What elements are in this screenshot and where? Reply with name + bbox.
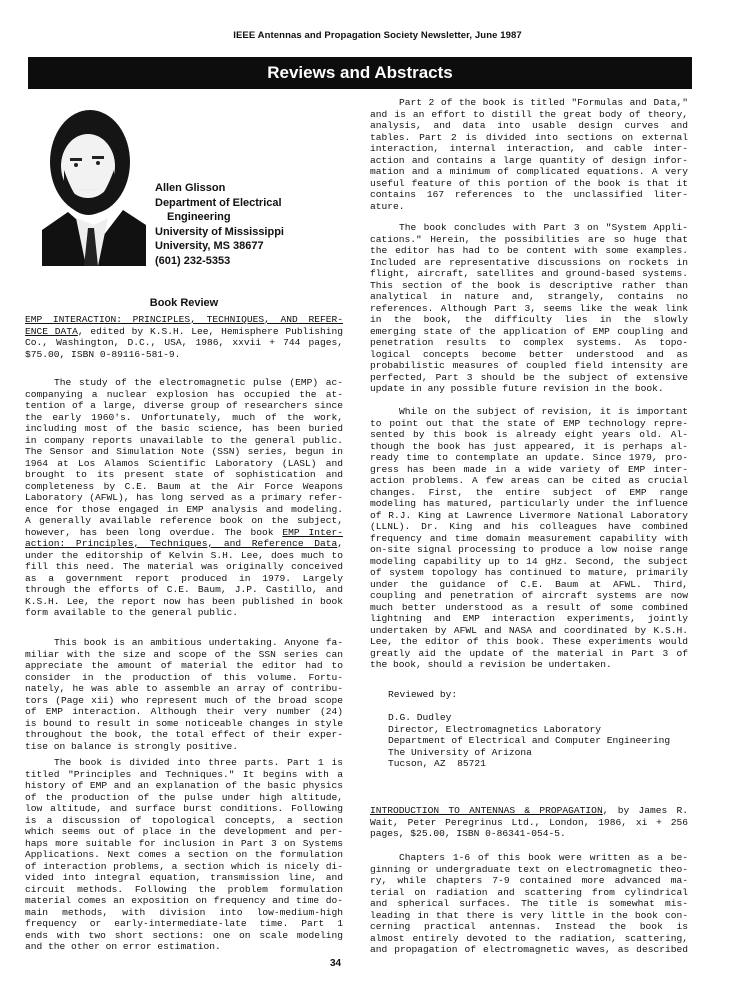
text-line: This section of the book is descriptive rather than [370,279,688,291]
text-line: tables. Part 2 is divided into sections on external [370,131,688,143]
text-line: cations." Herein, the possibilities are so huge that [370,233,688,245]
reviewed-by-label: Reviewed by: [388,689,458,700]
editor-photo [28,100,146,266]
text-line: appreciate the amount of material the editor had to [25,660,343,671]
underlined-title: INTRODUCTION TO ANTENNAS & PROPAGATION [370,805,603,816]
text-line: A generally available reference book on the subject, [25,515,343,526]
editor-contact [155,181,284,269]
text-line: lightning and EMP interaction experiments, jointly [370,613,688,624]
underlined-title: action: Principles, Techniques, and Reference Data [25,538,338,549]
text-line: haps more suitable for inclusion in Part 3 on Systems [25,837,343,849]
text-line: The book concludes with Part 3 on "System Appli- [399,222,688,233]
editor-name: Allen Glisson [155,182,226,194]
text-line: consider in the production of this volume. Fortu- [25,671,343,683]
text-line: of the production of the pulse under high altitude, [25,791,343,803]
review2-paragraph-1 [370,852,688,956]
text-line: tention of a large, diverse group of researchers since [25,400,343,411]
text-line: including most of the basic science, has been buried [25,423,343,434]
text-line: the editor has had to be content with some examples. [370,245,688,256]
text-line: perfected, Part 3 should be the subject of extensive [370,371,688,383]
text-line: emerging state of the application of EMP coupling and [370,325,688,337]
text-line: mation and a minimum of complicated equations. A very [370,166,688,177]
text-line [25,326,343,338]
text-line: of EMP interaction. Although their very number (24) [25,706,343,717]
text-line: The Sensor and Simulation Note (SSN) series, begun in [25,446,343,457]
review1-paragraph-3 [25,757,343,953]
reviewer-name: D.G. Dudley [388,712,452,723]
reviewer-title: Director, Electromagnetics Laboratory [388,723,602,735]
text-line: titled "Principles and Techniques." It begins with a [25,768,343,780]
underlined-title: EMP INTERACTION: PRINCIPLES, TECHNIQUES, AND REFER- [25,314,343,325]
review2-citation [370,805,688,840]
text-line: ry, while chapters 7-9 contained more advanced ma- [370,875,688,886]
text-line: frequency or early-intermediate-late time. Part 1 [25,918,343,929]
text-line: low altitude, and surface burst conditions. Following [25,803,343,814]
text-line: and propagation of electromagnetic waves, as described [370,944,688,955]
text-line: Chapters 1-6 of this book were written as a be- [399,852,688,863]
reviewer-city: Tucson, AZ 85721 [388,758,486,769]
underlined-title: EMP Inter- [282,526,343,538]
section-banner [28,57,692,89]
text-line: and is an effort to distill the great body of theory, [370,108,688,120]
text-line: of system topology has continued to mature, primarily [370,567,688,578]
text-line: greatly aid the update of the material in Part 3 of [370,647,688,659]
banner-title: Reviews and Abstracts [267,63,453,82]
text-line: (LLNL). Dr. King and his colleagues have combined [370,521,688,532]
underlined-title: ENCE DATA [25,325,78,337]
text-line: Laboratory (AFWL), has long served as a primary refer- [25,492,343,503]
text-line: terial on radiation and scattering from cylindrical [370,886,688,898]
text-line [25,314,343,326]
running-header: IEEE Antennas and Propagation Society Newsletter, June 1987 [233,30,522,41]
text-line: tors (Page xii) who represent much of the broad scope [25,694,343,706]
text-line: on-site signal processing to produce a low noise range [370,544,688,555]
text-line: ence for those engaged in EMP analysis and modeling. [25,503,343,515]
text-segment: , [337,538,343,549]
text-line: and the other on error estimation. [25,941,221,952]
text-line: Applications. Next comes a section on the formulation [25,849,343,860]
text-line: action problems. A few areas can be cited as crucial [370,475,688,486]
text-line: ready time to contemplate an update. Since 1979, pro- [370,452,688,463]
reviewer-signature [388,712,670,770]
text-line: completeness by C.E. Baum at the Air Force Weapons [25,480,343,492]
text-line: almost entirely devoted to the radiation, scattering, [370,932,688,944]
text-line: and spherical surfaces. The title is somewhat mis- [370,898,688,909]
text-line: throughout the book, the total effect of their exper- [25,729,343,740]
text-line: update in any possible future revision in the book. [370,383,664,394]
text-line [25,538,343,550]
text-line: material comes an exposition on frequency and time do- [25,895,343,906]
text-line: miliar with the size and scope of the SSN series can [25,648,343,660]
editor-phone: (601) 232-5353 [155,254,231,267]
text-line: The study of the electromagnetic pulse (EMP) ac- [54,377,343,388]
review1-paragraph-6 [370,406,688,671]
reviewer-university: The University of Arizona [388,746,532,758]
text-line: history of EMP and an explanation of the basic physics [25,780,343,791]
section-title: Book Review [149,297,219,309]
text-line: vided into integral equation, transmission line, and [25,872,343,883]
text-line: gress has been made in a wide variety of EMP inter- [370,463,688,475]
text-line: tise on balance is strongly positive. [25,740,239,752]
text-segment: however, has been long overdue. The book [25,526,283,538]
text-line: is bound to result in some noticeable changes in style [25,717,343,729]
text-line: probabilistic measures of coupled field intensity are [370,360,688,371]
text-line: ginning or undergraduate text on electromagnetic theo- [370,863,688,875]
text-line: under the editorship of Kelvin S.H. Lee, does much to [25,549,343,561]
text-line: under the guidance of C.E. Baum at AFWL. Third, [370,578,688,590]
text-line: brought to its present state of sophistication and [25,469,343,480]
text-line: through the efforts of C.E. Baum, J.P. Castillo, and [25,584,343,595]
text-line: circuit methods. Following the problem formulation [25,883,343,895]
text-line: in the book, the difficulty lies in the slowly [370,314,688,325]
review1-paragraph-1 [25,377,343,619]
text-line: While on the subject of revision, it is important [399,406,688,417]
reviewer-department: Department of Electrical and Computer Engineering [388,735,671,746]
text-line: interaction, internal interaction, and cable inter- [370,143,688,154]
text-line: ends with two short sections: one on scale modeling [25,929,343,941]
text-line: to point out that the state of EMP technology repre- [370,417,688,429]
text-segment: , by James R. [602,805,688,816]
text-line: in company reports unavailable to the general public. [25,434,343,446]
text-line: 1964 at Los Alamos Scientific Laboratory (LASL) and [25,457,343,469]
text-line: changes. First, the entire subject of EMP range [370,486,688,498]
page-number: 34 [330,958,342,969]
text-line: leading in that there is very little in the book con- [370,909,688,921]
text-segment: , edited by K.S.H. Lee, Hemisphere Publishing [77,325,343,337]
text-line: useful feature of this portion of the book is that it [370,177,688,189]
review1-citation [25,314,343,360]
text-line: contains 167 references to the unclassified liter- [370,189,688,200]
text-line: cerning practical antennas. Instead the book is [370,921,688,932]
text-line: $75.00, ISBN 0-89116-581-9. [25,348,181,360]
text-line: analytical in nature and, strangely, contains no [370,291,688,302]
text-line: The book is divided into three parts. Part 1 is [54,757,343,768]
text-line: flight, aircraft, satellites and ground-based systems. [370,268,688,279]
editor-city: University, MS 38677 [155,240,264,253]
text-line: of interaction problems, a section which is nicely di- [25,860,343,872]
review1-paragraph-4 [370,97,688,212]
text-line: pages, $25.00, ISBN 0-86341-054-5. [370,828,566,839]
text-line: analysis, and data into usable design curves and [370,120,688,131]
text-line: modeling has matured, particularly under the influence [370,498,688,509]
text-line: sented by this book is already eight years old. Al- [370,429,688,440]
text-line: This book is an ambitious undertaking. Anyone fa- [54,637,343,648]
text-line: of R.J. King at Lawrence Livermore National Laboratory [370,509,688,521]
text-line: penetration results to complex systems. As topo- [370,337,688,348]
text-line: Co., Washington, D.C., USA, 1986, xxvii + 744 pages, [25,337,343,348]
text-line: modeling capability up to 14 gHz. Second, the subject [370,555,688,567]
text-line: Lee, the editor of this book. These experiments would [370,636,688,647]
text-line: Part 2 of the book is titled "Formulas and Data," [399,97,688,108]
text-line: as a government report produced in 1979. Largely [25,572,343,584]
text-line: fill this need. The material was originally conceived [25,561,343,572]
text-line: logical concepts become better understood and as [370,348,688,360]
text-line: K.S.H. Lee, the report now has been published in book [25,595,343,607]
text-line: form available to the general public. [25,607,239,618]
text-line: much better understood as a result of some combined [370,601,688,613]
text-line: the early 1960's. Unfortunately, much of the work, [25,411,343,423]
editor-university: University of Mississippi [155,225,284,238]
editor-department: Department of Electrical [155,196,282,209]
text-line: which seems out of place in the development and per- [25,826,343,837]
review1-paragraph-2 [25,637,343,752]
text-line: Included are representative discussions on rockets in [370,256,688,268]
text-line: coupling and penetration of aircraft systems are now [370,590,688,601]
text-line [370,805,688,817]
text-line: nately, he was able to assemble an array of contribu- [25,683,343,694]
text-line: main methods, with division into low-medium-high [25,906,343,918]
review1-paragraph-5 [370,222,688,395]
text-line [25,527,343,539]
editor-department-cont: Engineering [167,211,231,224]
text-line: ature. [370,200,405,212]
text-line: is a discussion of topological concepts, a section [25,814,343,826]
text-line: Wait, Peter Peregrinus Ltd., London, 1986, xi + 256 [370,816,688,828]
text-line: the book, should a revision be undertaken. [370,659,612,670]
text-line: companying a nuclear explosion has occupied the at- [25,388,343,400]
text-line: action and contains a large quantity of design infor- [370,154,688,166]
text-line: undertaken by AFWL and NASA and coordinated by K.S.H. [370,624,688,636]
text-line: frequency and time domain measurement capability with [370,532,688,544]
text-line: references. Although Part 3, seems like the weak link [370,302,688,314]
text-line: though the book has just appeared, it is perhaps al- [370,440,688,452]
